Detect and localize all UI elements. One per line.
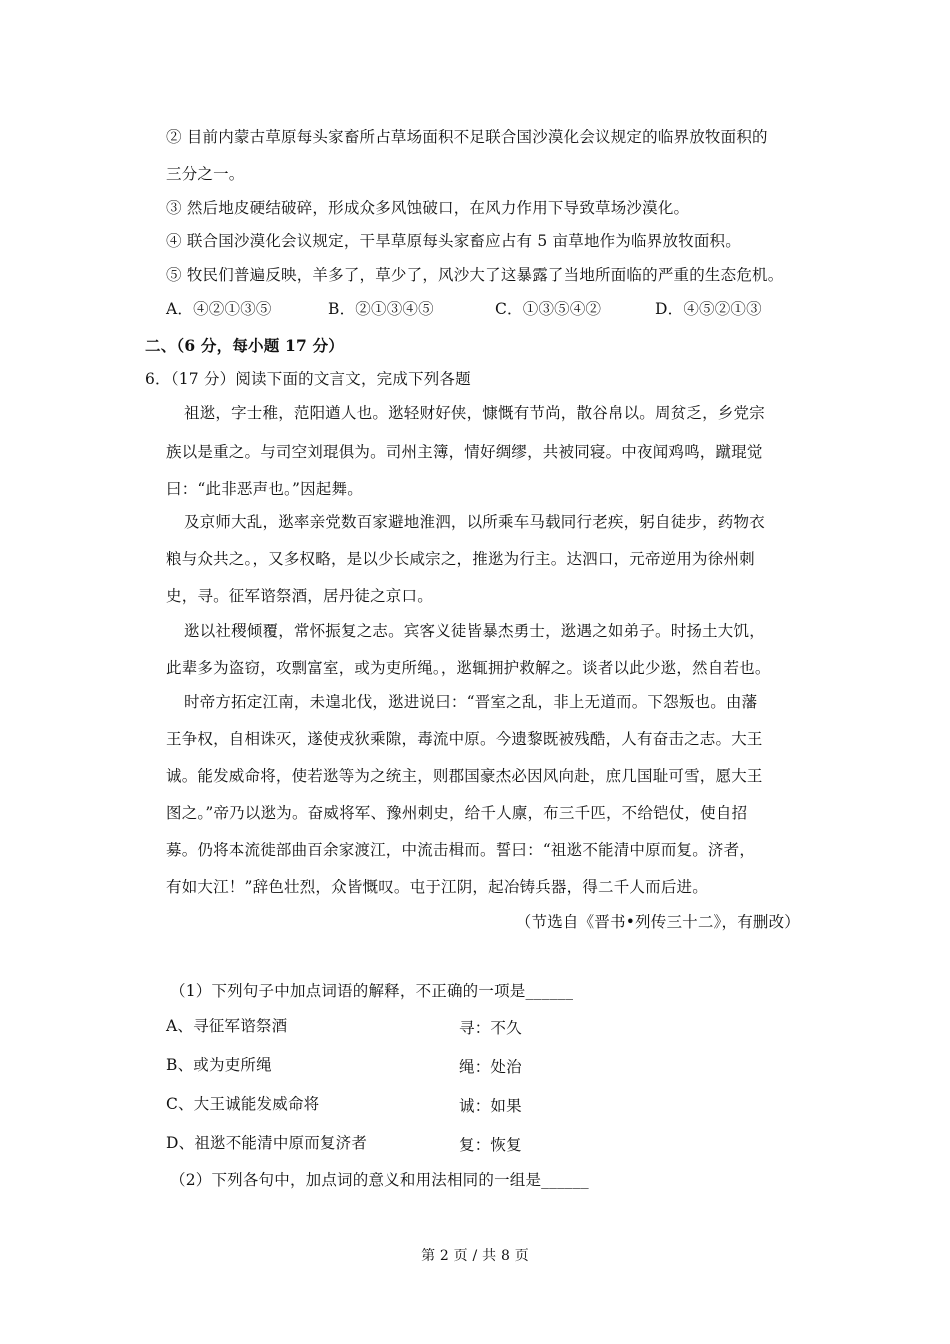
- passage-p2-line-3: 史，寻。征军谘祭酒，居丹徒之京口。: [166, 587, 433, 605]
- statement-4: ④ 联合国沙漠化会议规定，干旱草原每头家畜应占有 5 亩草地作为临界放牧面积。: [166, 232, 741, 250]
- passage-p4-line-4: 图之。”帝乃以逖为。奋威将军、豫州刺史，给千人廪，布三千匹，不给铠仗，使自招: [166, 804, 748, 822]
- option-c: C．①③⑤④②: [495, 300, 602, 318]
- passage-p1-line-1: 祖逖，字士稚，范阳遒人也。逖轻财好侠，慷慨有节尚，散谷帛以。周贫乏，乡党宗: [184, 404, 765, 422]
- statement-2-line-2: 三分之一。: [166, 165, 245, 183]
- statement-5: ⑤ 牧民们普遍反映，羊多了，草少了，风沙大了这暴露了当地所面临的严重的生态危机。: [166, 266, 784, 284]
- page-footer: 第 2 页 / 共 8 页: [421, 1248, 529, 1264]
- statement-2-line-1: ② 目前内蒙古草原每头家畜所占草场面积不足联合国沙漠化会议规定的临界放牧面积的: [166, 128, 768, 146]
- passage-p4-line-2: 王争权，自相诛灭，遂使戎狄乘隙，毒流中原。今遗黎既被残酷，人有奋击之志。大王: [166, 730, 763, 748]
- passage-p4-line-5: 募。仍将本流徙部曲百余家渡江，中流击楫而。誓曰：“祖逖不能清中原而复。济者，: [166, 841, 756, 859]
- statement-3: ③ 然后地皮硬结破碎，形成众多风蚀破口，在风力作用下导致草场沙漠化。: [166, 199, 690, 217]
- q1-option-a-sentence: A、寻征军谘祭酒: [166, 1017, 288, 1035]
- passage-p2-line-1: 及京师大乱，逖率亲党数百家避地淮泗，以所乘车马载同行老疾，躬自徒步，药物衣: [184, 513, 765, 531]
- q2-stem: （2）下列各句中，加点词的意义和用法相同的一组是______: [170, 1171, 589, 1189]
- option-d: D．④⑤②①③: [655, 300, 762, 318]
- q1-option-c-gloss: 诚：如果: [459, 1097, 522, 1115]
- passage-p3-line-1: 逖以社稷倾覆，常怀振复之志。宾客义徒皆暴杰勇士，逖遇之如弟子。时扬土大饥，: [184, 622, 765, 640]
- question-6-stem: 6．（17 分）阅读下面的文言文，完成下列各题: [145, 370, 471, 388]
- passage-p2-line-2: 粮与众共之。，又多权略，是以少长咸宗之，推逖为行主。达泗口，元帝逆用为徐州刺: [166, 550, 755, 568]
- passage-p4-line-6: 有如大江！”辞色壮烈，众皆慨叹。屯于江阴，起冶铸兵器，得二千人而后进。: [166, 878, 708, 896]
- q1-option-d-sentence: D、祖逖不能清中原而复济者: [166, 1134, 368, 1152]
- passage-p4-line-1: 时帝方拓定江南，未遑北伐，逖进说曰：“晋室之乱，非上无道而。下怨叛也。由藩: [184, 693, 758, 711]
- passage-p1-line-3: 曰：“此非恶声也。”因起舞。: [166, 480, 363, 498]
- passage-p3-line-2: 此辈多为盗窃，攻剽富室，或为吏所绳。，逖辄拥护救解之。谈者以此少逖，然自若也。: [166, 659, 771, 677]
- q1-stem: （1）下列句子中加点词语的解释，不正确的一项是______: [170, 982, 574, 1000]
- q1-option-b-gloss: 绳：处治: [459, 1058, 522, 1076]
- q1-option-c-sentence: C、大王诚能发威命将: [166, 1095, 320, 1113]
- option-a: A．④②①③⑤: [166, 300, 272, 318]
- passage-p4-line-3: 诚。能发威命将，使若逖等为之统主，则郡国豪杰必因风向赴，庶几国耻可雪，愿大王: [166, 767, 763, 785]
- passage-source: （节选自《晋书•列传三十二》，有删改）: [515, 913, 800, 931]
- q1-option-b-sentence: B、或为吏所绳: [166, 1056, 272, 1074]
- q1-option-a-gloss: 寻：不久: [459, 1019, 522, 1037]
- option-b: B．②①③④⑤: [328, 300, 434, 318]
- passage-p1-line-2: 族以是重之。与司空刘琨俱为。司州主簿，情好绸缪，共被同寝。中夜闻鸡鸣，蹴琨觉: [166, 443, 763, 461]
- section-2-heading: 二、（6 分，每小题 17 分）: [145, 336, 344, 355]
- q1-option-d-gloss: 复：恢复: [459, 1136, 522, 1154]
